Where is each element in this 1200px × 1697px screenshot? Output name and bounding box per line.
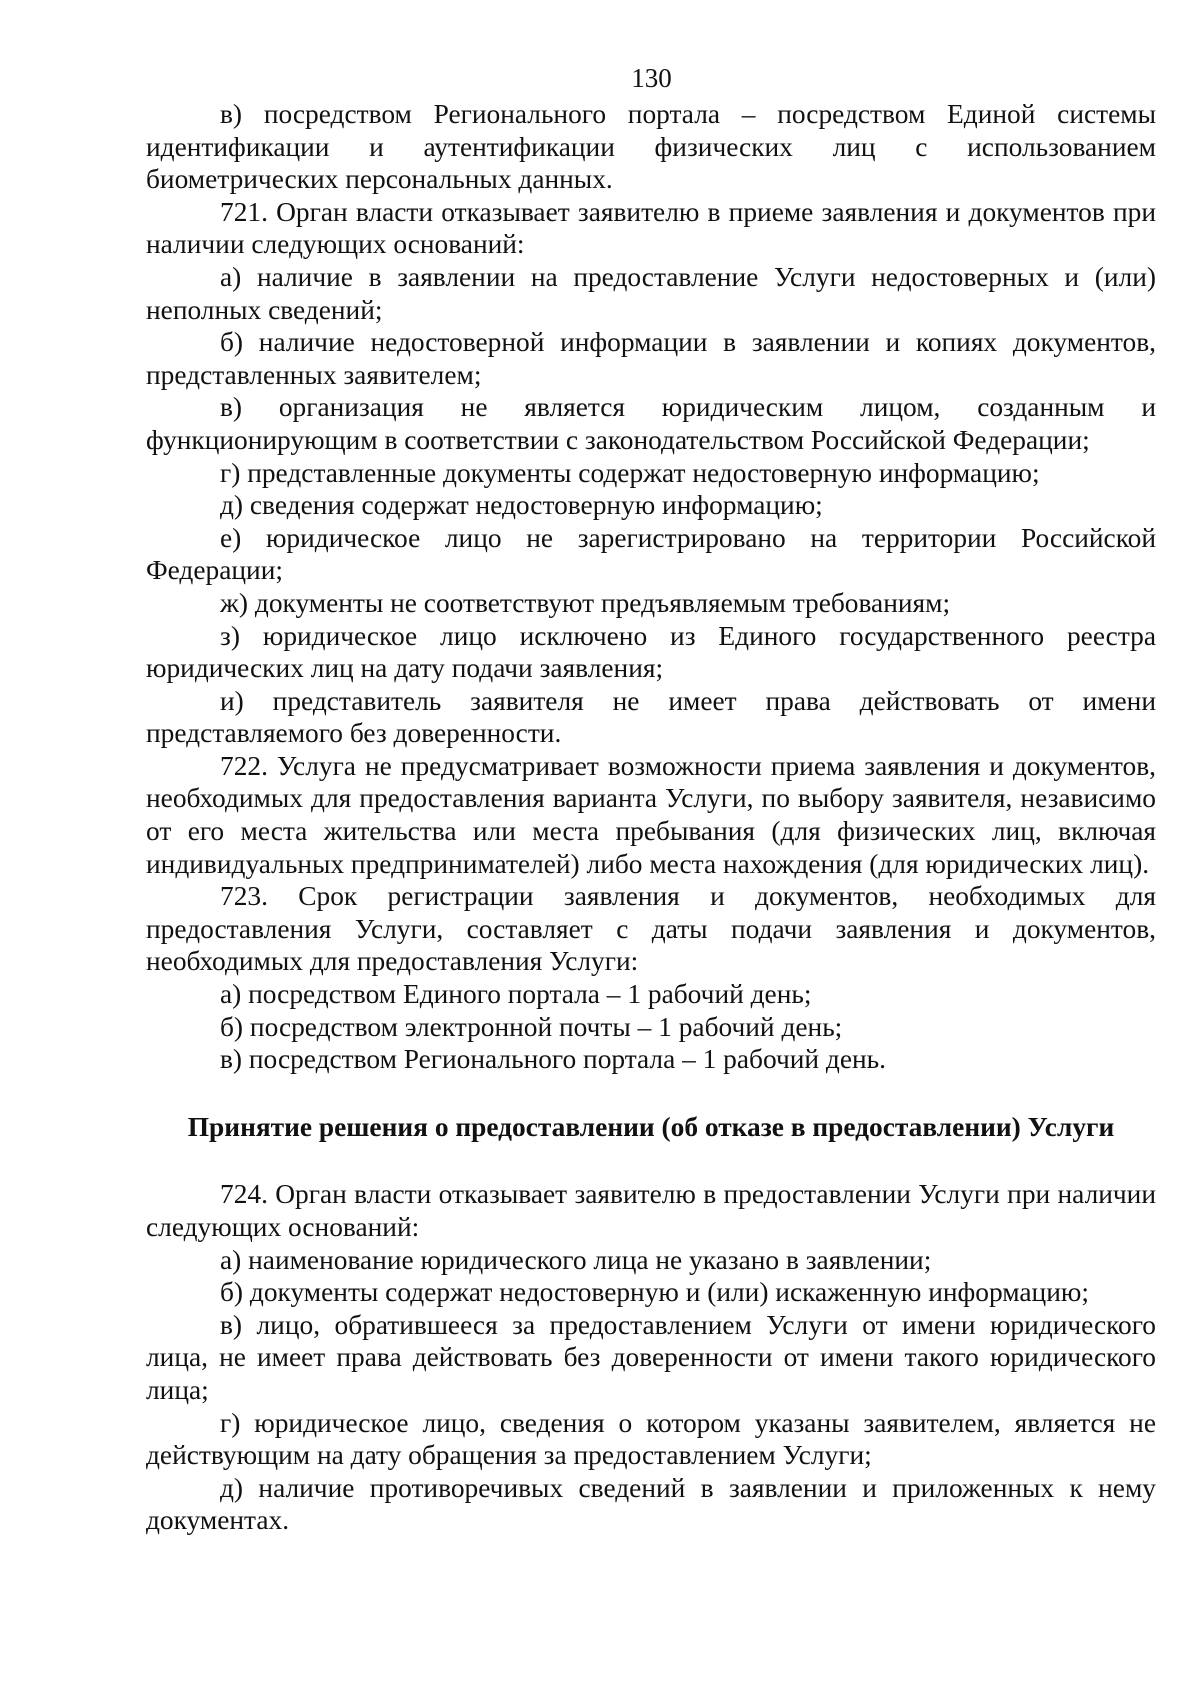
- paragraph-722: 722. Услуга не предусматривает возможности приема заявления и документов, необходимых для предоставления варианта Услуги, по выбору заявителя, независимо от его места жительства или места пребывания (для физических лиц, включая индивидуальных предпринимателей) либо места нахождения (для юридических лиц).: [146, 750, 1156, 879]
- paragraph-724: 724. Орган власти отказывает заявителю в предоставлении Услуги при наличии следующих оснований:: [146, 1179, 1156, 1242]
- list-item-723-a: а) посредством Единого портала – 1 рабочий день;: [220, 979, 812, 1010]
- paragraph-v-regional-portal: в) посредством Регионального портала – посредством Единой системы идентификации и аутентификации физических лиц с использованием биометрических персональных данных.: [146, 99, 1156, 195]
- list-item-724-d: д) наличие противоречивых сведений в заявлении и приложенных к нему документах.: [146, 1472, 1156, 1536]
- list-item-724-b: б) документы содержат недостоверную и (или) искаженную информацию;: [220, 1277, 1089, 1308]
- page-number: 130: [631, 63, 672, 93]
- list-item-723-b: б) посредством электронной почты – 1 рабочий день;: [220, 1011, 843, 1042]
- list-item-721-g: г) представленные документы содержат недостоверную информацию;: [220, 457, 1040, 488]
- section-heading: Принятие решения о предоставлении (об отказе в предоставлении) Услуги: [187, 1111, 1115, 1142]
- list-item-721-i: и) представитель заявителя не имеет права действовать от имени представляемого без доверенности.: [146, 685, 1156, 749]
- list-item-721-a: а) наличие в заявлении на предоставление Услуги недостоверных и (или) неполных сведений;: [146, 261, 1156, 325]
- document-page: [146, 62, 1156, 1537]
- paragraph-723: 723. Срок регистрации заявления и документов, необходимых для предоставления Услуги, составляет с даты подачи заявления и документов, необходимых для предоставления Услуги:: [146, 881, 1156, 977]
- list-item-723-v: в) посредством Регионального портала – 1 рабочий день.: [220, 1044, 886, 1075]
- list-item-724-g: г) юридическое лицо, сведения о котором указаны заявителем, является не действующим на дату обращения за предоставлением Услуги;: [146, 1407, 1156, 1471]
- list-item-721-v: в) организация не является юридическим лицом, созданным и функционирующим в соответствии с законодательством Российской Федерации;: [146, 392, 1156, 455]
- list-item-721-z: з) юридическое лицо исключено из Единого государственного реестра юридических лиц на дату подачи заявления;: [146, 620, 1156, 684]
- list-item-721-d: д) сведения содержат недостоверную информацию;: [220, 490, 823, 521]
- list-item-721-b: б) наличие недостоверной информации в заявлении и копиях документов, представленных заявителем;: [146, 327, 1156, 390]
- list-item-721-e: е) юридическое лицо не зарегистрировано на территории Российской Федерации;: [146, 522, 1156, 586]
- list-item-724-v: в) лицо, обратившееся за предоставлением Услуги от имени юридического лица, не имеет права действовать без доверенности от имени такого юридического лица;: [146, 1309, 1156, 1405]
- list-item-721-zh: ж) документы не соответствуют предъявляемым требованиям;: [220, 587, 951, 618]
- list-item-724-a: а) наименование юридического лица не указано в заявлении;: [220, 1244, 932, 1275]
- paragraph-721: 721. Орган власти отказывает заявителю в приеме заявления и документов при наличии следующих оснований:: [146, 196, 1156, 260]
